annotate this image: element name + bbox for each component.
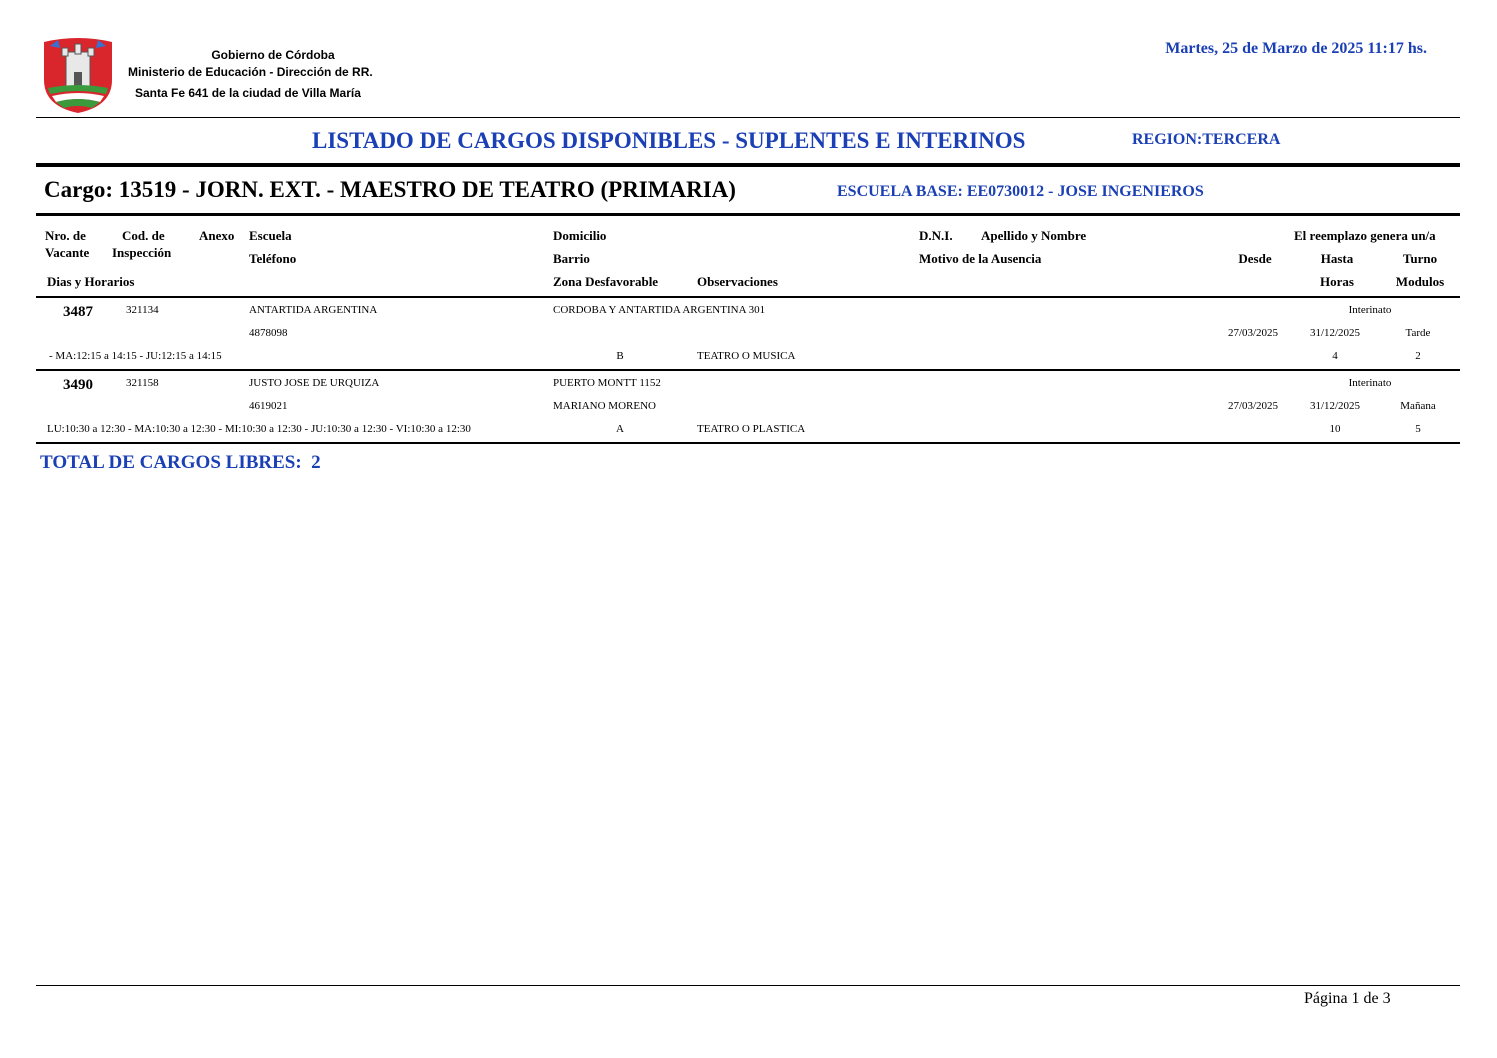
row-hasta: 31/12/2025 — [1309, 400, 1361, 412]
col-motivo: Motivo de la Ausencia — [919, 251, 1042, 266]
col-telefono: Teléfono — [249, 251, 297, 266]
row-zona: B — [616, 350, 624, 362]
col-apellido: Apellido y Nombre — [981, 228, 1087, 243]
col-vacante: Vacante — [45, 245, 90, 260]
col-dni: D.N.I. — [919, 228, 953, 243]
row-genera: Interinato — [1348, 304, 1392, 316]
cargo-divider — [36, 213, 1460, 216]
row-telefono: 4878098 — [249, 327, 288, 339]
col-dias: Dias y Horarios — [47, 274, 135, 289]
col-hasta: Hasta — [1320, 251, 1354, 266]
row-barrio: MARIANO MORENO — [553, 400, 656, 412]
row-turno: Mañana — [1400, 400, 1436, 412]
row-domicilio: CORDOBA Y ANTARTIDA ARGENTINA 301 — [553, 304, 766, 316]
col-modulos: Modulos — [1395, 274, 1445, 289]
col-horas: Horas — [1320, 274, 1354, 289]
col-barrio: Barrio — [553, 251, 590, 266]
row-horas: 10 — [1329, 423, 1341, 435]
row-zona: A — [616, 423, 624, 435]
cordoba-coat-of-arms-icon — [40, 36, 116, 114]
row-cod: 321158 — [126, 377, 159, 389]
col-nro-de: Nro. de — [45, 228, 86, 243]
row-desde: 27/03/2025 — [1227, 400, 1279, 412]
address: Santa Fe 641 de la ciudad de Villa María — [135, 86, 361, 100]
table-bottom-divider — [36, 442, 1460, 444]
org-name: Gobierno de Córdoba — [211, 48, 335, 62]
row-desde: 27/03/2025 — [1227, 327, 1279, 339]
row-dias: LU:10:30 a 12:30 - MA:10:30 a 12:30 - MI:10:30 a 12:30 - JU:10:30 a 12:30 - VI:10:30 a 12:30 — [47, 423, 471, 435]
row-hasta: 31/12/2025 — [1309, 327, 1361, 339]
report-datetime: Martes, 25 de Marzo de 2025 11:17 hs. — [1165, 40, 1427, 57]
report-title: LISTADO DE CARGOS DISPONIBLES - SUPLENTES E INTERINOS — [312, 128, 1026, 153]
col-escuela: Escuela — [249, 228, 292, 243]
col-observaciones: Observaciones — [697, 274, 778, 289]
row-nro: 3487 — [63, 304, 93, 320]
row-observaciones: TEATRO O PLASTICA — [697, 423, 806, 435]
row-telefono: 4619021 — [249, 400, 288, 412]
row-escuela: JUSTO JOSE DE URQUIZA — [249, 377, 380, 389]
col-domicilio: Domicilio — [553, 228, 607, 243]
col-inspeccion: Inspección — [112, 245, 172, 260]
row-horas: 4 — [1332, 350, 1338, 362]
region-label: REGION:TERCERA — [1132, 131, 1281, 148]
row-divider — [36, 369, 1460, 371]
row-domicilio: PUERTO MONTT 1152 — [553, 377, 661, 389]
row-modulos: 2 — [1415, 350, 1421, 362]
col-anexo: Anexo — [199, 228, 235, 243]
row-modulos: 5 — [1415, 423, 1421, 435]
row-cod: 321134 — [126, 304, 159, 316]
row-genera: Interinato — [1348, 377, 1392, 389]
page-number: Página 1 de 3 — [1304, 990, 1391, 1007]
col-turno: Turno — [1402, 251, 1438, 266]
row-escuela: ANTARTIDA ARGENTINA — [249, 304, 378, 316]
row-turno: Tarde — [1405, 327, 1431, 339]
ministry-name: Ministerio de Educación - Dirección de RR. — [128, 65, 373, 79]
escuela-base: ESCUELA BASE: EE0730012 - JOSE INGENIEROS — [837, 183, 1204, 200]
col-cod-de: Cod. de — [122, 228, 165, 243]
col-zona: Zona Desfavorable — [553, 274, 659, 289]
col-reemplazo: El reemplazo genera un/a — [1294, 228, 1436, 243]
footer-divider — [36, 985, 1460, 986]
header-divider — [36, 117, 1460, 118]
row-observaciones: TEATRO O MUSICA — [697, 350, 796, 362]
header-row-divider — [36, 296, 1460, 298]
total-cargos: TOTAL DE CARGOS LIBRES: 2 — [40, 452, 321, 473]
row-nro: 3490 — [63, 377, 93, 393]
title-divider — [36, 163, 1460, 167]
col-desde: Desde — [1238, 251, 1272, 266]
row-dias: - MA:12:15 a 14:15 - JU:12:15 a 14:15 — [49, 350, 222, 362]
cargo-label: Cargo: 13519 - JORN. EXT. - MAESTRO DE TEATRO (PRIMARIA) — [44, 177, 736, 202]
